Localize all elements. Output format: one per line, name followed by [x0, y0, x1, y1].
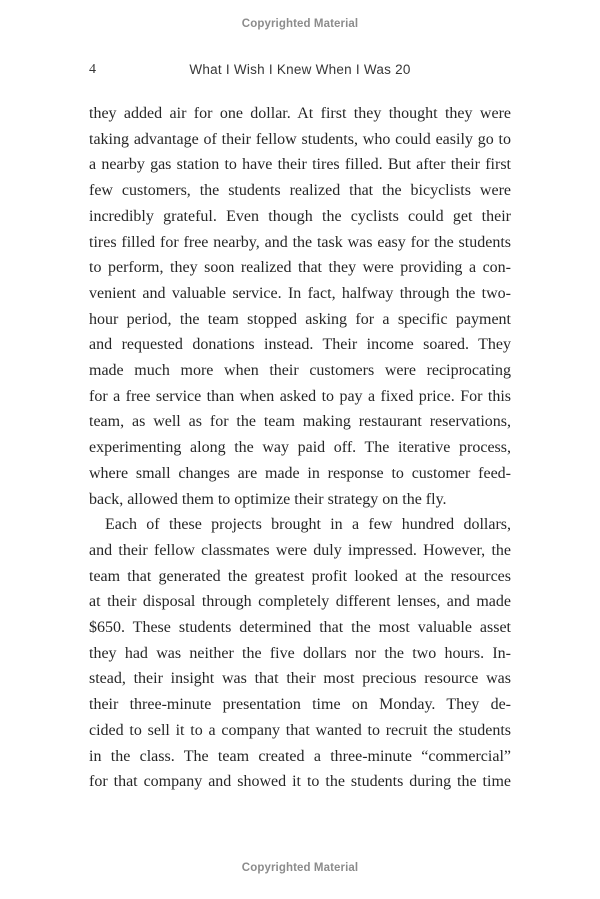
text-line: few customers, the students realized that the bicyclists were: [89, 182, 511, 200]
copyright-notice-bottom: Copyrighted Material: [241, 862, 359, 874]
text-line: team that generated the greatest profit looked at the resources: [89, 567, 511, 585]
copyright-notice-top: Copyrighted Material: [241, 18, 359, 30]
text-line: $650. These students determined that the most valuable asset: [89, 619, 511, 637]
text-line: and their fellow classmates were duly impressed. However, the: [89, 541, 511, 559]
text-line: to perform, they soon realized that they were providing a con-: [89, 259, 511, 277]
text-line: in the class. The team created a three-minute “commercial”: [89, 747, 511, 765]
text-line: venient and valuable service. In fact, halfway through the two-: [89, 284, 511, 302]
running-title: What I Wish I Knew When I Was 20: [189, 62, 411, 77]
text-line: experimenting along the way paid off. The iterative process,: [89, 439, 511, 457]
text-line: for that company and showed it to the students during the time: [89, 773, 511, 791]
text-line: incredibly grateful. Even though the cyclists could get their: [89, 207, 511, 225]
page-number: 4: [89, 62, 96, 77]
text-line: stead, their insight was that their most precious resource was: [89, 670, 511, 688]
text-line: a nearby gas station to have their tires filled. But after their first: [89, 156, 511, 174]
text-line: cided to sell it to a company that wanted to recruit the students: [89, 721, 511, 739]
text-line: taking advantage of their fellow students, who could easily go to: [89, 130, 511, 148]
text-line: they added air for one dollar. At first they thought they were: [89, 105, 511, 122]
page-header: [89, 61, 511, 79]
text-line: back, allowed them to optimize their strategy on the fly.: [89, 490, 447, 508]
text-line: tires filled for free nearby, and the task was easy for the students: [89, 233, 511, 251]
body-text: [89, 101, 511, 795]
text-line: they had was neither the five dollars nor the two hours. In-: [89, 644, 511, 662]
text-line: and requested donations instead. Their income soared. They: [89, 336, 511, 354]
text-line: at their disposal through completely different lenses, and made: [89, 593, 511, 611]
text-line: where small changes are made in response to customer feed-: [89, 464, 511, 482]
text-line: their three-minute presentation time on Monday. They de-: [89, 696, 511, 714]
text-line: for a free service than when asked to pay a fixed price. For this: [89, 387, 511, 405]
text-line: made much more when their customers were reciprocating: [89, 362, 511, 380]
text-line: team, as well as for the team making restaurant reservations,: [89, 413, 511, 431]
text-line: hour period, the team stopped asking for a specific payment: [89, 310, 511, 328]
text-line: Each of these projects brought in a few hundred dollars,: [105, 516, 511, 534]
